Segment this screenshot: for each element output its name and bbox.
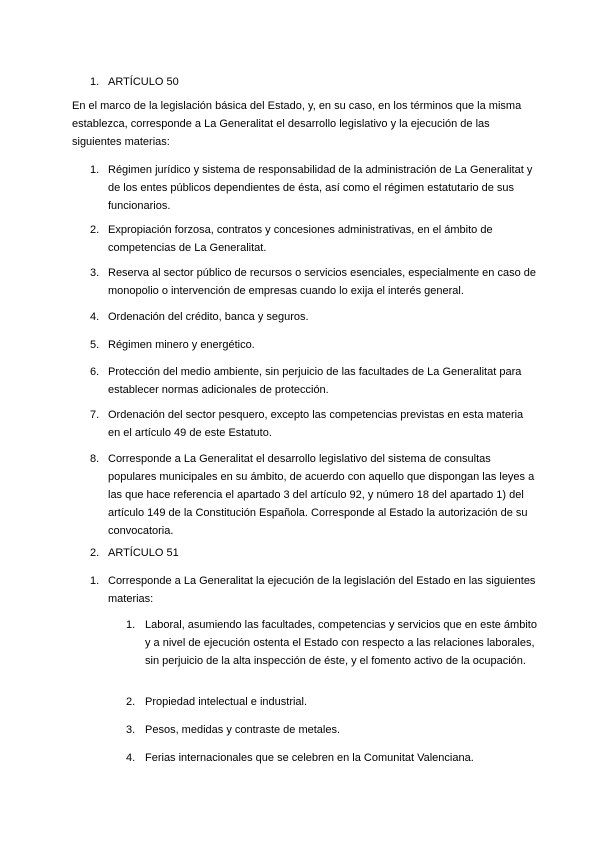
list-text: Propiedad intelectual e industrial. — [145, 696, 308, 708]
list-number: 8. — [90, 453, 100, 465]
heading-text: ARTÍCULO 50 — [108, 76, 179, 88]
list-text: Régimen jurídico y sistema de responsabilidad de la administración de La Generalitat y de los entes públicos dependientes de ésta, así como el régimen estatutario de sus funcionarios. — [108, 164, 533, 212]
list-number: 4. — [90, 311, 100, 323]
list-number: 3. — [90, 267, 100, 279]
list-text: Ordenación del crédito, banca y seguros. — [108, 311, 309, 323]
list-text: Régimen minero y energético. — [108, 339, 255, 351]
list-number: 7. — [90, 409, 100, 421]
list-number: 1. — [126, 619, 136, 631]
list-text: Protección del medio ambiente, sin perjuicio de las facultades de La Generalitat para establecer normas adicionales de protección. — [108, 366, 522, 396]
heading-text: ARTÍCULO 51 — [108, 547, 179, 559]
list-number: 2. — [126, 696, 136, 708]
heading-number: 2. — [90, 547, 100, 559]
list-text: Ordenación del sector pesquero, excepto las competencias previstas en esta materia en el artículo 49 de este Estatuto. — [108, 409, 524, 439]
list-text: Reserva al sector público de recursos o servicios esenciales, especialmente en caso de monopolio o intervención de empresas cuando lo exija el interés general. — [108, 267, 536, 297]
intro-paragraph: En el marco de la legislación básica del Estado, y, en su caso, en los términos que la misma establezca, corresponde a La Generalitat el desarrollo legislativo y la ejecución de las siguientes materias: — [72, 100, 522, 148]
heading-number: 1. — [90, 76, 100, 88]
list-text: Expropiación forzosa, contratos y concesiones administrativas, en el ámbito de competencias de La Generalitat. — [108, 224, 493, 254]
list-text: Laboral, asumiendo las facultades, competencias y servicios que en este ámbito y a nivel de ejecución ostenta el Estado con respecto a las relaciones laborales, sin perjuicio de la alta inspección de éste, y el fomento activo de la ocupación. — [145, 619, 537, 667]
list-number: 1. — [90, 575, 100, 587]
list-text: Pesos, medidas y contraste de metales. — [145, 724, 341, 736]
list-number: 1. — [90, 164, 100, 176]
list-number: 6. — [90, 366, 100, 378]
list-text: Corresponde a La Generalitat la ejecución de la legislación del Estado en las siguientes materias: — [108, 575, 536, 605]
list-text: Ferias internacionales que se celebren en la Comunitat Valenciana. — [145, 752, 474, 764]
list-text: Corresponde a La Generalitat el desarrollo legislativo del sistema de consultas populares municipales en su ámbito, de acuerdo con aquello que dispongan las leyes a las que hace referencia el apartado 3 del artículo 92, y número 18 del apartado 1) del artículo 149 de la Constitución Española. Corresponde al Estado la autorización de su convocatoria. — [108, 453, 535, 537]
list-number: 5. — [90, 339, 100, 351]
list-number: 2. — [90, 224, 100, 236]
list-number: 4. — [126, 752, 136, 764]
list-number: 3. — [126, 724, 136, 736]
